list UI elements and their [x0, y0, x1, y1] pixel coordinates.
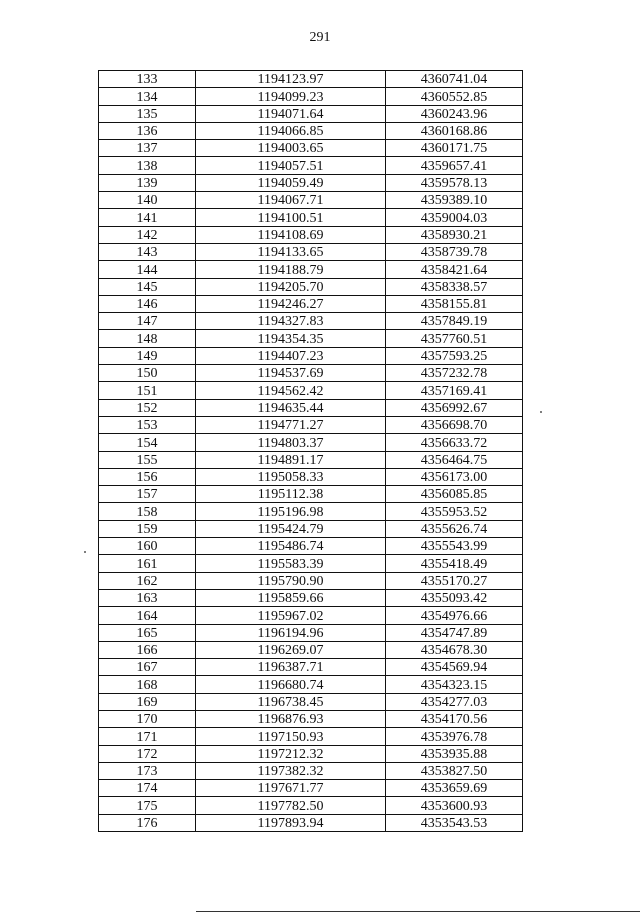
y-coordinate-cell: 4353659.69 [386, 780, 523, 797]
point-number-cell: 170 [99, 710, 196, 727]
table-row [99, 710, 523, 727]
y-coordinate-cell: 4355953.52 [386, 503, 523, 520]
x-coordinate-cell: 1194100.51 [196, 209, 386, 226]
scan-speck [540, 411, 542, 413]
x-coordinate-cell: 1194407.23 [196, 347, 386, 364]
point-number-cell: 162 [99, 572, 196, 589]
table-row [99, 295, 523, 312]
y-coordinate-cell: 4355626.74 [386, 520, 523, 537]
y-coordinate-cell: 4356698.70 [386, 416, 523, 433]
x-coordinate-cell: 1194803.37 [196, 434, 386, 451]
x-coordinate-cell: 1195790.90 [196, 572, 386, 589]
table-row [99, 174, 523, 191]
x-coordinate-cell: 1194123.97 [196, 71, 386, 88]
y-coordinate-cell: 4354976.66 [386, 607, 523, 624]
x-coordinate-cell: 1194133.65 [196, 243, 386, 260]
point-number-cell: 152 [99, 399, 196, 416]
x-coordinate-cell: 1194354.35 [196, 330, 386, 347]
point-number-cell: 150 [99, 365, 196, 382]
coordinates-table-body [99, 71, 523, 832]
point-number-cell: 147 [99, 313, 196, 330]
x-coordinate-cell: 1195583.39 [196, 555, 386, 572]
x-coordinate-cell: 1195196.98 [196, 503, 386, 520]
point-number-cell: 165 [99, 624, 196, 641]
table-row [99, 814, 523, 831]
table-row [99, 209, 523, 226]
table-row [99, 261, 523, 278]
x-coordinate-cell: 1196194.96 [196, 624, 386, 641]
point-number-cell: 168 [99, 676, 196, 693]
x-coordinate-cell: 1196738.45 [196, 693, 386, 710]
table-row [99, 416, 523, 433]
x-coordinate-cell: 1196269.07 [196, 641, 386, 658]
y-coordinate-cell: 4359389.10 [386, 192, 523, 209]
point-number-cell: 140 [99, 192, 196, 209]
table-row [99, 192, 523, 209]
y-coordinate-cell: 4358421.64 [386, 261, 523, 278]
y-coordinate-cell: 4355543.99 [386, 538, 523, 555]
x-coordinate-cell: 1195112.38 [196, 486, 386, 503]
scan-speck [84, 551, 86, 553]
x-coordinate-cell: 1194057.51 [196, 157, 386, 174]
point-number-cell: 155 [99, 451, 196, 468]
y-coordinate-cell: 4358930.21 [386, 226, 523, 243]
point-number-cell: 154 [99, 434, 196, 451]
x-coordinate-cell: 1197382.32 [196, 762, 386, 779]
point-number-cell: 137 [99, 140, 196, 157]
table-row [99, 88, 523, 105]
table-row [99, 434, 523, 451]
point-number-cell: 139 [99, 174, 196, 191]
point-number-cell: 176 [99, 814, 196, 831]
point-number-cell: 134 [99, 88, 196, 105]
point-number-cell: 151 [99, 382, 196, 399]
y-coordinate-cell: 4360171.75 [386, 140, 523, 157]
x-coordinate-cell: 1194635.44 [196, 399, 386, 416]
point-number-cell: 172 [99, 745, 196, 762]
point-number-cell: 138 [99, 157, 196, 174]
x-coordinate-cell: 1194188.79 [196, 261, 386, 278]
y-coordinate-cell: 4358338.57 [386, 278, 523, 295]
x-coordinate-cell: 1196876.93 [196, 710, 386, 727]
table-row [99, 71, 523, 88]
table-row [99, 347, 523, 364]
y-coordinate-cell: 4360168.86 [386, 122, 523, 139]
y-coordinate-cell: 4356173.00 [386, 468, 523, 485]
point-number-cell: 133 [99, 71, 196, 88]
table-row [99, 330, 523, 347]
y-coordinate-cell: 4356464.75 [386, 451, 523, 468]
y-coordinate-cell: 4353935.88 [386, 745, 523, 762]
point-number-cell: 174 [99, 780, 196, 797]
table-row [99, 745, 523, 762]
x-coordinate-cell: 1194205.70 [196, 278, 386, 295]
x-coordinate-cell: 1194067.71 [196, 192, 386, 209]
x-coordinate-cell: 1195424.79 [196, 520, 386, 537]
x-coordinate-cell: 1194066.85 [196, 122, 386, 139]
table-row [99, 503, 523, 520]
y-coordinate-cell: 4357593.25 [386, 347, 523, 364]
x-coordinate-cell: 1197893.94 [196, 814, 386, 831]
y-coordinate-cell: 4355418.49 [386, 555, 523, 572]
x-coordinate-cell: 1196680.74 [196, 676, 386, 693]
point-number-cell: 157 [99, 486, 196, 503]
table-row [99, 555, 523, 572]
table-row [99, 243, 523, 260]
y-coordinate-cell: 4353976.78 [386, 728, 523, 745]
point-number-cell: 146 [99, 295, 196, 312]
point-number-cell: 156 [99, 468, 196, 485]
y-coordinate-cell: 4358155.81 [386, 295, 523, 312]
table-row [99, 572, 523, 589]
table-row [99, 122, 523, 139]
x-coordinate-cell: 1194246.27 [196, 295, 386, 312]
x-coordinate-cell: 1197212.32 [196, 745, 386, 762]
x-coordinate-cell: 1194108.69 [196, 226, 386, 243]
table-row [99, 382, 523, 399]
page-number: 291 [309, 30, 331, 45]
point-number-cell: 161 [99, 555, 196, 572]
y-coordinate-cell: 4356992.67 [386, 399, 523, 416]
table-row [99, 140, 523, 157]
y-coordinate-cell: 4354323.15 [386, 676, 523, 693]
point-number-cell: 175 [99, 797, 196, 814]
x-coordinate-cell: 1197150.93 [196, 728, 386, 745]
table-row [99, 226, 523, 243]
y-coordinate-cell: 4354170.56 [386, 710, 523, 727]
table-row [99, 624, 523, 641]
y-coordinate-cell: 4354747.89 [386, 624, 523, 641]
table-row [99, 468, 523, 485]
x-coordinate-cell: 1194891.17 [196, 451, 386, 468]
coordinates-table [98, 70, 523, 832]
point-number-cell: 153 [99, 416, 196, 433]
point-number-cell: 144 [99, 261, 196, 278]
table-row [99, 399, 523, 416]
table-row [99, 762, 523, 779]
y-coordinate-cell: 4358739.78 [386, 243, 523, 260]
table-row [99, 313, 523, 330]
table-row [99, 641, 523, 658]
y-coordinate-cell: 4356633.72 [386, 434, 523, 451]
y-coordinate-cell: 4354277.03 [386, 693, 523, 710]
point-number-cell: 166 [99, 641, 196, 658]
point-number-cell: 136 [99, 122, 196, 139]
table-row [99, 659, 523, 676]
y-coordinate-cell: 4357232.78 [386, 365, 523, 382]
x-coordinate-cell: 1196387.71 [196, 659, 386, 676]
table-row [99, 451, 523, 468]
table-row [99, 728, 523, 745]
point-number-cell: 167 [99, 659, 196, 676]
point-number-cell: 173 [99, 762, 196, 779]
y-coordinate-cell: 4356085.85 [386, 486, 523, 503]
y-coordinate-cell: 4354569.94 [386, 659, 523, 676]
y-coordinate-cell: 4357760.51 [386, 330, 523, 347]
y-coordinate-cell: 4357169.41 [386, 382, 523, 399]
y-coordinate-cell: 4355093.42 [386, 589, 523, 606]
y-coordinate-cell: 4355170.27 [386, 572, 523, 589]
point-number-cell: 148 [99, 330, 196, 347]
x-coordinate-cell: 1194071.64 [196, 105, 386, 122]
table-row [99, 365, 523, 382]
x-coordinate-cell: 1194003.65 [196, 140, 386, 157]
y-coordinate-cell: 4357849.19 [386, 313, 523, 330]
y-coordinate-cell: 4360741.04 [386, 71, 523, 88]
table-row [99, 157, 523, 174]
table-row [99, 780, 523, 797]
y-coordinate-cell: 4359004.03 [386, 209, 523, 226]
x-coordinate-cell: 1194099.23 [196, 88, 386, 105]
point-number-cell: 158 [99, 503, 196, 520]
y-coordinate-cell: 4359578.13 [386, 174, 523, 191]
x-coordinate-cell: 1195859.66 [196, 589, 386, 606]
point-number-cell: 141 [99, 209, 196, 226]
y-coordinate-cell: 4359657.41 [386, 157, 523, 174]
point-number-cell: 159 [99, 520, 196, 537]
table-row [99, 589, 523, 606]
x-coordinate-cell: 1195058.33 [196, 468, 386, 485]
table-row [99, 676, 523, 693]
point-number-cell: 145 [99, 278, 196, 295]
point-number-cell: 143 [99, 243, 196, 260]
x-coordinate-cell: 1195486.74 [196, 538, 386, 555]
point-number-cell: 169 [99, 693, 196, 710]
x-coordinate-cell: 1197671.77 [196, 780, 386, 797]
y-coordinate-cell: 4353543.53 [386, 814, 523, 831]
y-coordinate-cell: 4353827.50 [386, 762, 523, 779]
point-number-cell: 164 [99, 607, 196, 624]
table-row [99, 607, 523, 624]
point-number-cell: 149 [99, 347, 196, 364]
y-coordinate-cell: 4360552.85 [386, 88, 523, 105]
point-number-cell: 171 [99, 728, 196, 745]
table-row [99, 520, 523, 537]
x-coordinate-cell: 1194562.42 [196, 382, 386, 399]
x-coordinate-cell: 1194537.69 [196, 365, 386, 382]
x-coordinate-cell: 1197782.50 [196, 797, 386, 814]
table-row [99, 486, 523, 503]
table-row [99, 693, 523, 710]
point-number-cell: 142 [99, 226, 196, 243]
y-coordinate-cell: 4360243.96 [386, 105, 523, 122]
point-number-cell: 163 [99, 589, 196, 606]
point-number-cell: 135 [99, 105, 196, 122]
x-coordinate-cell: 1195967.02 [196, 607, 386, 624]
y-coordinate-cell: 4354678.30 [386, 641, 523, 658]
table-row [99, 105, 523, 122]
table-row [99, 538, 523, 555]
x-coordinate-cell: 1194327.83 [196, 313, 386, 330]
point-number-cell: 160 [99, 538, 196, 555]
table-row [99, 278, 523, 295]
y-coordinate-cell: 4353600.93 [386, 797, 523, 814]
table-row [99, 797, 523, 814]
x-coordinate-cell: 1194059.49 [196, 174, 386, 191]
scan-edge-line [196, 911, 640, 912]
x-coordinate-cell: 1194771.27 [196, 416, 386, 433]
